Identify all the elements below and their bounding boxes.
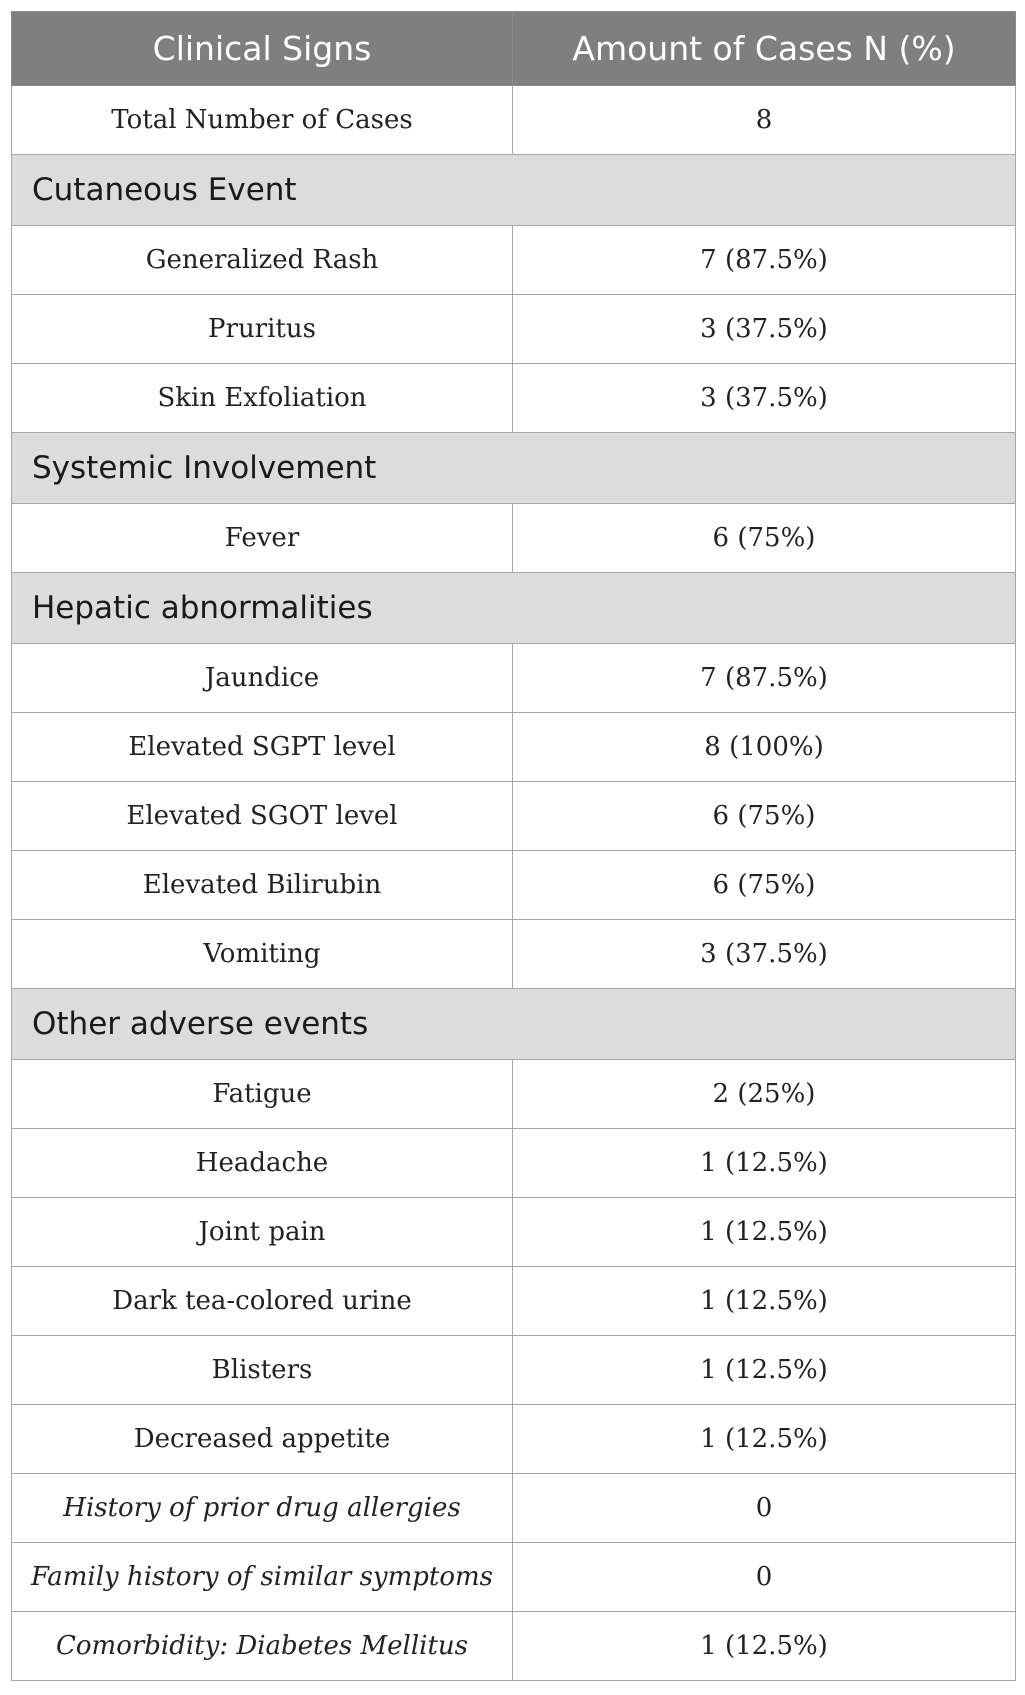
clinical-sign-cell: Decreased appetite (12, 1405, 513, 1474)
clinical-sign-cell: Joint pain (12, 1198, 513, 1267)
table-row (12, 1060, 1016, 1129)
table-row (12, 1543, 1016, 1612)
clinical-sign-cell: Headache (12, 1129, 513, 1198)
table-row (12, 226, 1016, 295)
table-row (12, 920, 1016, 989)
clinical-sign-cell: Total Number of Cases (12, 86, 513, 155)
table-row (12, 1198, 1016, 1267)
case-count-cell: 3 (37.5%) (513, 364, 1016, 433)
table-body (12, 86, 1016, 1681)
clinical-sign-cell: Jaundice (12, 644, 513, 713)
clinical-sign-cell: Vomiting (12, 920, 513, 989)
clinical-sign-cell: Family history of similar symptoms (12, 1543, 513, 1612)
table-row (12, 1405, 1016, 1474)
table-row (12, 1474, 1016, 1543)
section-label: Hepatic abnormalities (12, 573, 1016, 644)
clinical-sign-cell: Blisters (12, 1336, 513, 1405)
case-count-cell: 8 (100%) (513, 713, 1016, 782)
case-count-cell: 0 (513, 1474, 1016, 1543)
case-count-cell: 6 (75%) (513, 504, 1016, 573)
case-count-cell: 7 (87.5%) (513, 226, 1016, 295)
header-clinical-signs: Clinical Signs (12, 12, 513, 86)
section-row (12, 989, 1016, 1060)
case-count-cell: 1 (12.5%) (513, 1267, 1016, 1336)
table-row (12, 504, 1016, 573)
section-row (12, 573, 1016, 644)
clinical-sign-cell: Elevated Bilirubin (12, 851, 513, 920)
table-row (12, 1129, 1016, 1198)
case-count-cell: 7 (87.5%) (513, 644, 1016, 713)
clinical-sign-cell: Fever (12, 504, 513, 573)
table-row (12, 851, 1016, 920)
clinical-sign-cell: Skin Exfoliation (12, 364, 513, 433)
case-count-cell: 1 (12.5%) (513, 1336, 1016, 1405)
case-count-cell: 3 (37.5%) (513, 920, 1016, 989)
header-amount-of-cases: Amount of Cases N (%) (513, 12, 1016, 86)
table-row (12, 713, 1016, 782)
table-row (12, 1612, 1016, 1681)
clinical-sign-cell: Generalized Rash (12, 226, 513, 295)
case-count-cell: 1 (12.5%) (513, 1198, 1016, 1267)
clinical-sign-cell: Comorbidity: Diabetes Mellitus (12, 1612, 513, 1681)
table-row (12, 644, 1016, 713)
case-count-cell: 2 (25%) (513, 1060, 1016, 1129)
clinical-sign-cell: Elevated SGPT level (12, 713, 513, 782)
case-count-cell: 8 (513, 86, 1016, 155)
table-row (12, 782, 1016, 851)
case-count-cell: 1 (12.5%) (513, 1405, 1016, 1474)
clinical-signs-table (11, 11, 1016, 1681)
section-row (12, 155, 1016, 226)
section-label: Other adverse events (12, 989, 1016, 1060)
table-row (12, 295, 1016, 364)
clinical-sign-cell: Elevated SGOT level (12, 782, 513, 851)
section-label: Cutaneous Event (12, 155, 1016, 226)
clinical-sign-cell: Pruritus (12, 295, 513, 364)
case-count-cell: 6 (75%) (513, 782, 1016, 851)
clinical-sign-cell: Fatigue (12, 1060, 513, 1129)
clinical-sign-cell: Dark tea-colored urine (12, 1267, 513, 1336)
table-row (12, 86, 1016, 155)
table-row (12, 1267, 1016, 1336)
section-row (12, 433, 1016, 504)
table-row (12, 1336, 1016, 1405)
clinical-sign-cell: History of prior drug allergies (12, 1474, 513, 1543)
case-count-cell: 1 (12.5%) (513, 1612, 1016, 1681)
table-header-row (12, 12, 1016, 86)
case-count-cell: 1 (12.5%) (513, 1129, 1016, 1198)
case-count-cell: 6 (75%) (513, 851, 1016, 920)
case-count-cell: 0 (513, 1543, 1016, 1612)
section-label: Systemic Involvement (12, 433, 1016, 504)
table-row (12, 364, 1016, 433)
case-count-cell: 3 (37.5%) (513, 295, 1016, 364)
